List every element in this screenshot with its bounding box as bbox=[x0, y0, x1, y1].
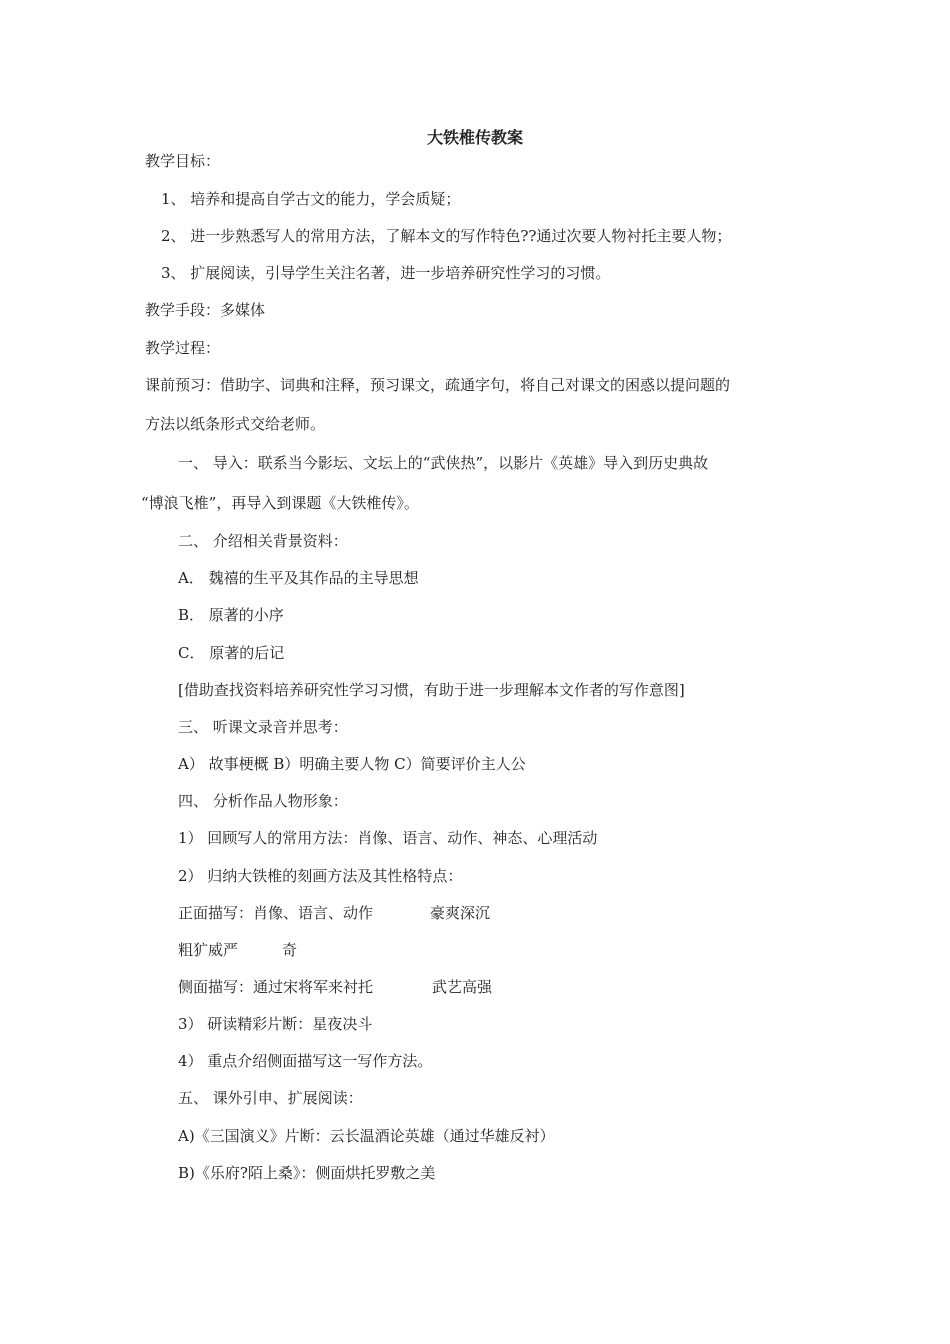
text-line-section-2: 二、 介绍相关背景资料： bbox=[178, 532, 348, 550]
text-line-section-4: 四、 分析作品人物形象： bbox=[178, 792, 348, 810]
text-line-trait-4: 武艺高强 bbox=[432, 978, 493, 996]
text-line-front-description: 正面描写：肖像、语言、动作 bbox=[178, 904, 374, 922]
text-line-item-b: B． 原著的小序 bbox=[178, 606, 284, 624]
text-line-item-a: A． 魏禧的生平及其作品的主导思想 bbox=[178, 569, 419, 587]
text-line-trait-2: 粗犷威严 bbox=[178, 941, 239, 959]
text-line-goal-3: 3、 扩展阅读，引导学生关注名著，进一步培养研究性学习的习惯。 bbox=[161, 264, 611, 282]
text-line-reading-b: B)《乐府?陌上桑》：侧面烘托罗敷之美 bbox=[178, 1164, 436, 1182]
text-line-intro-1: 一、 导入：联系当今影坛、文坛上的“武侠热”，以影片《英雄》导入到历史典故 bbox=[178, 454, 709, 472]
text-line-listen-points: A） 故事梗概 B）明确主要人物 C）简要评价主人公 bbox=[178, 755, 526, 773]
text-line-preview-1: 课前预习：借助字、词典和注释，预习课文，疏通字句，将自己对课文的困惑以提问题的 bbox=[145, 376, 731, 394]
text-line-analysis-3: 3） 研读精彩片断：星夜决斗 bbox=[178, 1015, 373, 1033]
text-line-process-heading: 教学过程： bbox=[145, 339, 221, 357]
text-line-analysis-2: 2） 归纳大铁椎的刻画方法及其性格特点： bbox=[178, 867, 463, 885]
text-line-goal-2: 2、 进一步熟悉写人的常用方法，了解本文的写作特色??通过次要人物衬托主要人物； bbox=[161, 227, 732, 245]
text-line-trait-3: 奇 bbox=[282, 941, 298, 959]
text-line-analysis-1: 1） 回顾写人的常用方法：肖像、语言、动作、神态、心理活动 bbox=[178, 829, 598, 847]
text-line-analysis-4: 4） 重点介绍侧面描写这一写作方法。 bbox=[178, 1052, 433, 1070]
text-line-goals-heading: 教学目标： bbox=[145, 152, 221, 170]
text-line-means: 教学手段：多媒体 bbox=[145, 301, 266, 319]
text-line-preview-2: 方法以纸条形式交给老师。 bbox=[145, 415, 326, 433]
text-line-section-3: 三、 听课文录音并思考： bbox=[178, 718, 348, 736]
text-line-trait-1: 豪爽深沉 bbox=[430, 904, 491, 922]
text-line-item-c: C． 原著的后记 bbox=[178, 644, 285, 662]
text-line-intro-2: “博浪飞椎”，再导入到课题《大铁椎传》。 bbox=[141, 494, 419, 512]
text-line-goal-1: 1、 培养和提高自学古文的能力，学会质疑； bbox=[161, 190, 461, 208]
document-title: 大铁椎传教案 bbox=[426, 128, 523, 147]
text-line-note: [借助查找资料培养研究性学习习惯，有助于进一步理解本文作者的写作意图] bbox=[178, 681, 685, 699]
text-line-side-description: 侧面描写：通过宋将军来衬托 bbox=[178, 978, 374, 996]
text-line-reading-a: A)《三国演义》片断：云长温酒论英雄（通过华雄反衬） bbox=[178, 1127, 555, 1145]
text-line-section-5: 五、 课外引申、扩展阅读： bbox=[178, 1089, 363, 1107]
